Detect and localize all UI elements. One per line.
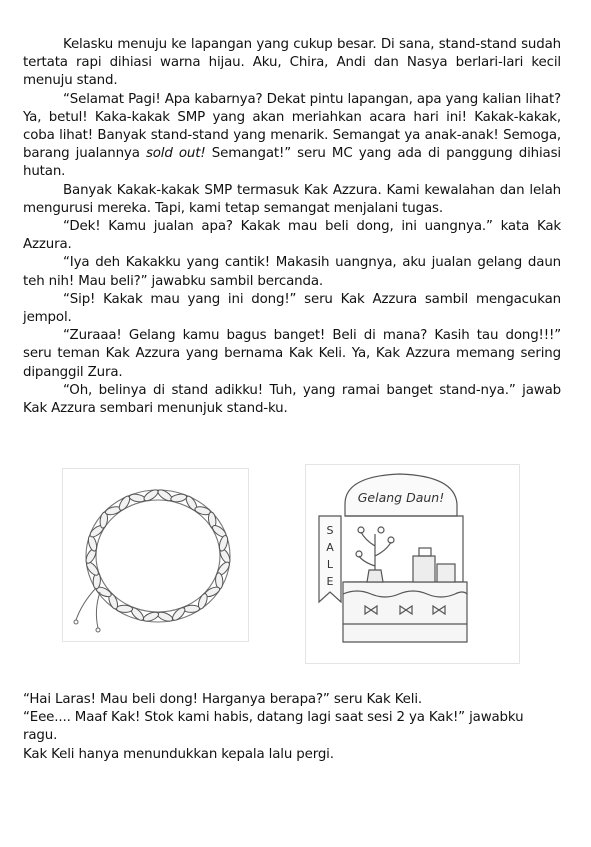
leaf-bracelet-drawing	[62, 468, 262, 648]
paragraph-text: “Selamat Pagi! Apa kabarnya? Dekat pintu lapangan, apa yang kalian lihat? Ya, betul! Kaka-kakak SMP yang akan meriahkan acara hari ini! Kakak-kakak, coba lihat! Banyak stand-stand yang menarik. Semangat ya anak-anak! Semoga, barang jualannya	[23, 91, 561, 162]
leaf	[218, 535, 229, 552]
leaf	[142, 610, 160, 623]
paragraph: Banyak Kakak-kakak SMP termasuk Kak Azzura. Kami kewalahan dan lelah mengurusi mereka. Tapi, kami tetap semangat menjalani tugas.	[23, 182, 561, 216]
dialogue-line: “Eee.... Maaf Kak! Stok kami habis, datang lagi saat sesi 2 ya Kak!” jawabku ragu.	[23, 710, 524, 744]
leaf	[156, 610, 174, 623]
ending-text	[23, 691, 561, 764]
leaf	[170, 493, 187, 503]
paragraph: “Oh, belinya di stand adikku! Tuh, yang ramai banget stand-nya.” jawab Kak Azzura sembari menunjuk stand-ku.	[23, 382, 561, 417]
sale-letter: E	[326, 575, 334, 588]
leaf	[116, 605, 132, 613]
paragraph: “Iya deh Kakakku yang cantik! Makasih uangnya, aku jualan gelang daun teh nih! Mau beli?” jawabku sambil bercanda.	[23, 255, 561, 289]
paragraph: “Zuraaa! Gelang kamu bagus banget! Beli di mana? Kasih tau dong!!!” seru teman Kak Azzura yang bernama Kak Keli. Ya, Kak Azzura memang sering dipanggil Zura.	[23, 328, 561, 380]
paragraph	[23, 91, 561, 182]
sale-letter: L	[326, 558, 334, 571]
paragraph: Kelasku menuju ke lapangan yang cukup besar. Di sana, stand-stand sudah tertata rapi dihiasi warna hijau. Aku, Chira, Andi dan Nasya berlari-lari kecil menuju stand.	[23, 37, 561, 89]
sale-letter: A	[326, 541, 334, 554]
sign-text: Gelang Daun!	[357, 490, 445, 505]
stand-drawing	[305, 464, 520, 664]
dialogue-line: Kak Keli hanya menundukkan kepala lalu pergi.	[23, 746, 334, 762]
paragraph-text: Semangat!” seru MC yang ada di panggung dihiasi hutan.	[23, 146, 562, 180]
italic-phrase: sold out!	[145, 146, 206, 162]
dialogue-line: “Hai Laras! Mau beli dong! Harganya berapa?” seru Kak Keli.	[23, 692, 423, 707]
leaf	[129, 493, 146, 503]
paragraph: “Sip! Kakak mau yang ini dong!” seru Kak Azzura sambil mengacukan jempol.	[23, 291, 561, 326]
leaf	[183, 605, 199, 613]
illustrations	[0, 464, 591, 674]
paragraph: “Dek! Kamu jualan apa? Kakak mau beli dong, ini uangnya.” kata Kak Azzura.	[23, 219, 561, 253]
sale-letter: S	[326, 524, 334, 537]
story-text	[23, 36, 561, 418]
